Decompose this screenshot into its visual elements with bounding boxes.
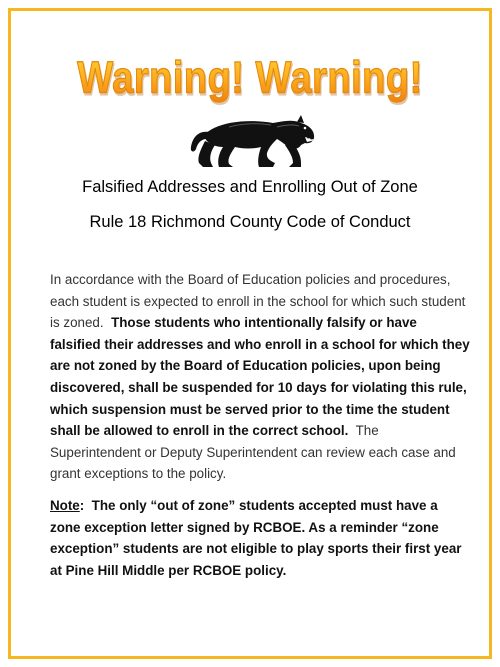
poster-title: Falsified Addresses and Enrolling Out of Zone	[82, 178, 418, 196]
policy-exception: The Superintendent or Deputy Superintendent can review each case and grant exceptions to the policy.	[50, 423, 456, 482]
warning-headline: Warning! Warning!	[11, 51, 489, 105]
policy-text	[50, 269, 470, 581]
policy-intro: In accordance with the Board of Education policies and procedures, each student is expected to enroll in the school for which such student is zoned.	[50, 272, 466, 331]
policy-paragraph	[50, 269, 470, 485]
note-label: Note	[50, 497, 80, 513]
policy-rule: Those students who intentionally falsify or have falsified their addresses and who enroll in a school for which they are not zoned by the Board of Education policies, upon being discovered, shall be suspended for 10 days for violating this rule, which suspension must be served prior to the time the student shall be allowed to enroll in the correct school.	[50, 315, 470, 439]
panther-icon	[189, 111, 317, 169]
note-text: The only “out of zone” students accepted must have a zone exception letter signed by RCBOE. As a reminder “zone exception” students are not eligible to play sports their first year at Pine Hill Middle per RCBOE policy.	[50, 497, 462, 578]
policy-note: Note: The only “out of zone” students accepted must have a zone exception letter signed by RCBOE. As a reminder “zone exception” students are not eligible to play sports their first year at Pine Hill Middle per RCBOE policy.	[50, 497, 462, 578]
poster-subtitle: Rule 18 Richmond County Code of Conduct	[89, 213, 411, 231]
poster-frame	[8, 8, 492, 659]
